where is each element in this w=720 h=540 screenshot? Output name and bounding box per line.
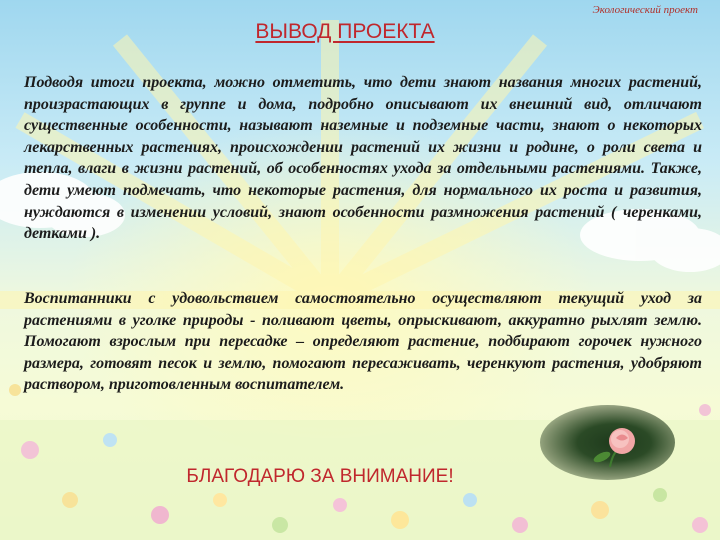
paragraph-activities: Воспитанники с удовольствием самостоятельно осуществляют текущий уход за растениями в уголке природы - поливают цветы, опрыскивают, аккуратно рыхлят землю. Помогают взрослым при пересадке – определяют растение, подбирают горочек нужного размера, готовят песок и землю, помогают пересаживать, черенкуют растения, удобряют раствором, приготовленным воспитателем. bbox=[24, 290, 702, 394]
header-label: Экологический проект bbox=[592, 4, 698, 16]
thanks-message: БЛАГОДАРЮ ЗА ВНИМАНИЕ! bbox=[186, 466, 454, 487]
page-title: ВЫВОД ПРОЕКТА bbox=[255, 20, 435, 43]
paragraph-summary: Подводя итоги проекта, можно отметить, что дети знают названия многих растений, произрастающих в группе и дома, подробно описывают их внешний вид, отличают существенные особенности, называют наземные и подземные части, знают о некоторых лекарственных растениях, происхождении растений их жизни и родине, о роли света и тепла, влаги в жизни растений, об особенностях ухода за отдельными растениями. Также, дети умеют подмечать, что некоторые растения, для нормального их роста и развития, нуждаются в изменении условий, знают особенности размножения растений ( черенками, детками ). bbox=[24, 74, 702, 243]
